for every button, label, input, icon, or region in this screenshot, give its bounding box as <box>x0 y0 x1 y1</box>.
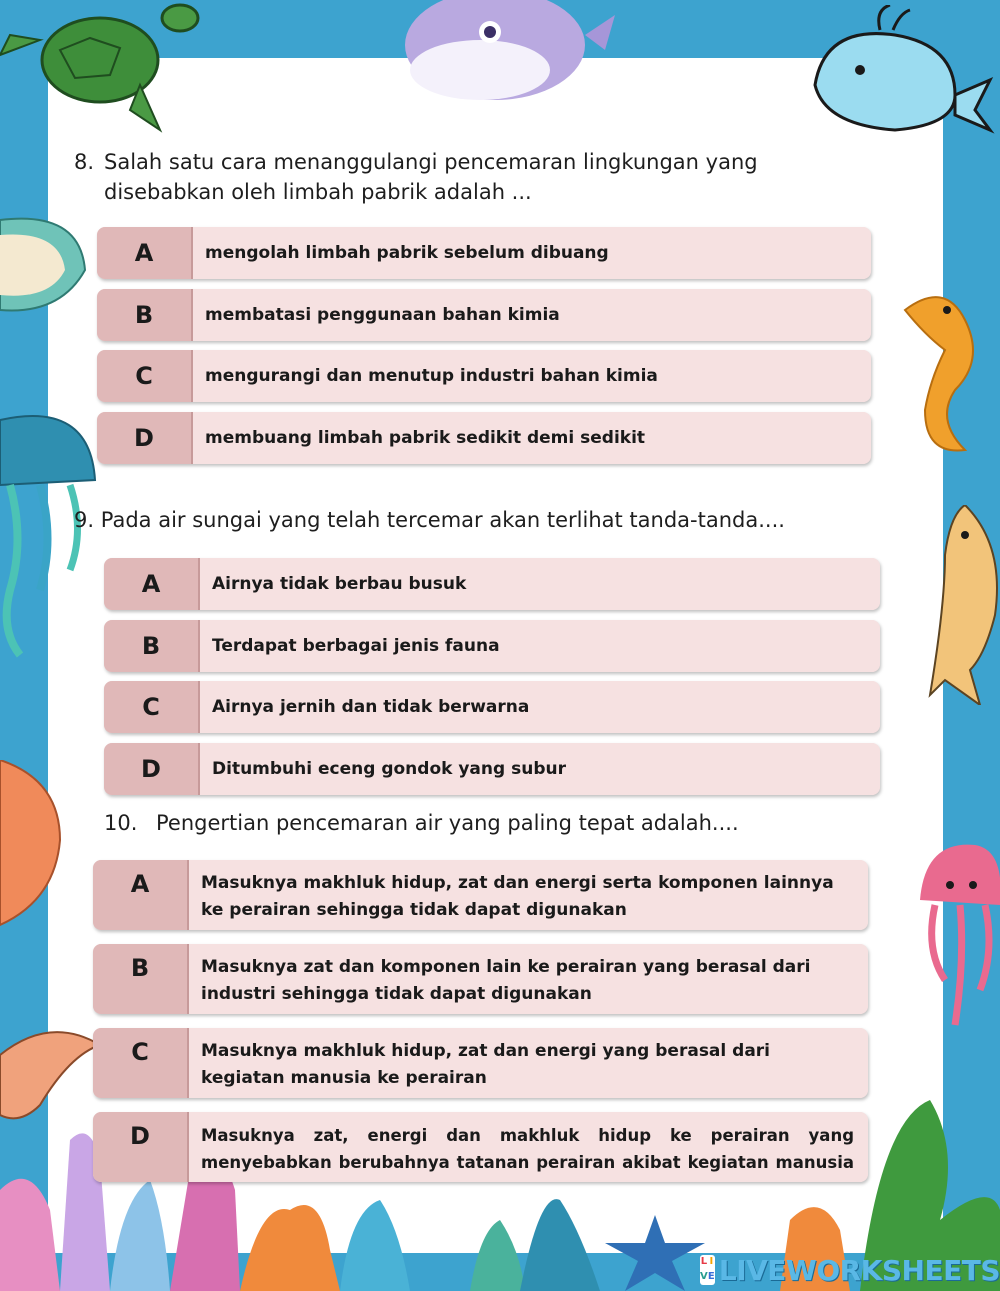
whale-icon <box>400 0 620 110</box>
option-letter: B <box>97 289 193 341</box>
q9-option-b[interactable] <box>104 620 880 672</box>
option-letter: D <box>93 1112 189 1182</box>
option-letter: A <box>104 558 200 610</box>
question-text: Pengertian pencemaran air yang paling tepat adalah.... <box>156 811 739 835</box>
blue-whale-icon <box>805 5 995 145</box>
option-text: Ditumbuhi eceng gondok yang subur <box>200 743 880 795</box>
option-text: Masuknya zat dan komponen lain ke perairan yang berasal dari industri sehingga tidak dapat digunakan <box>189 944 868 1014</box>
option-text: Masuknya zat, energi dan makhluk hidup ke perairan yang menyebabkan berubahnya tatanan perairan akibat kegiatan manusia <box>189 1112 868 1182</box>
q10-option-c[interactable] <box>93 1028 868 1098</box>
fish-icon <box>925 505 1000 705</box>
question-number: 10. <box>104 811 138 835</box>
q9-option-a[interactable] <box>104 558 880 610</box>
jellyfish-icon <box>0 410 100 660</box>
option-letter: B <box>93 944 189 1014</box>
conch-icon <box>0 760 65 930</box>
option-letter: C <box>97 350 193 402</box>
logo-mark: L I V E <box>700 1255 715 1285</box>
option-text: Airnya tidak berbau busuk <box>200 558 880 610</box>
pink-jellyfish-icon <box>915 840 1000 1030</box>
option-letter: A <box>93 860 189 930</box>
option-letter: C <box>93 1028 189 1098</box>
q9-option-c[interactable] <box>104 681 880 733</box>
option-text: membuang limbah pabrik sedikit demi sedikit <box>193 412 871 464</box>
option-letter: D <box>104 743 200 795</box>
option-text: mengurangi dan menutup industri bahan kimia <box>193 350 871 402</box>
q9-option-d[interactable] <box>104 743 880 795</box>
question-9 <box>74 505 854 535</box>
option-text: mengolah limbah pabrik sebelum dibuang <box>193 227 871 279</box>
question-text: Salah satu cara menanggulangi pencemaran lingkungan yang disebabkan oleh limbah pabrik adalah ... <box>104 150 758 204</box>
liveworksheets-logo[interactable] <box>700 1252 1000 1288</box>
shell-icon <box>0 200 90 320</box>
option-text: Airnya jernih dan tidak berwarna <box>200 681 880 733</box>
question-10 <box>104 808 824 838</box>
option-text: Masuknya makhluk hidup, zat dan energi serta komponen lainnya ke perairan sehingga tidak dapat digunakan <box>189 860 868 930</box>
q8-option-a[interactable] <box>97 227 871 279</box>
seahorse-icon <box>885 280 1000 460</box>
q8-option-d[interactable] <box>97 412 871 464</box>
logo-text: LIVEWORKSHEETS <box>718 1253 1000 1287</box>
option-letter: C <box>104 681 200 733</box>
question-number: 8. <box>74 150 95 174</box>
q8-option-c[interactable] <box>97 350 871 402</box>
option-text: membatasi penggunaan bahan kimia <box>193 289 871 341</box>
q10-option-b[interactable] <box>93 944 868 1014</box>
option-text: Masuknya makhluk hidup, zat dan energi yang berasal dari kegiatan manusia ke perairan <box>189 1028 868 1098</box>
starfish-icon <box>600 1215 710 1291</box>
option-letter: B <box>104 620 200 672</box>
question-text: Pada air sungai yang telah tercemar akan terlihat tanda-tanda.... <box>100 508 785 532</box>
q10-option-a[interactable] <box>93 860 868 930</box>
turtle-icon <box>0 0 210 135</box>
q8-option-b[interactable] <box>97 289 871 341</box>
option-letter: A <box>97 227 193 279</box>
option-letter: D <box>97 412 193 464</box>
option-text: Terdapat berbagai jenis fauna <box>200 620 880 672</box>
question-number: 9. <box>74 508 95 532</box>
q10-option-d[interactable] <box>93 1112 868 1182</box>
